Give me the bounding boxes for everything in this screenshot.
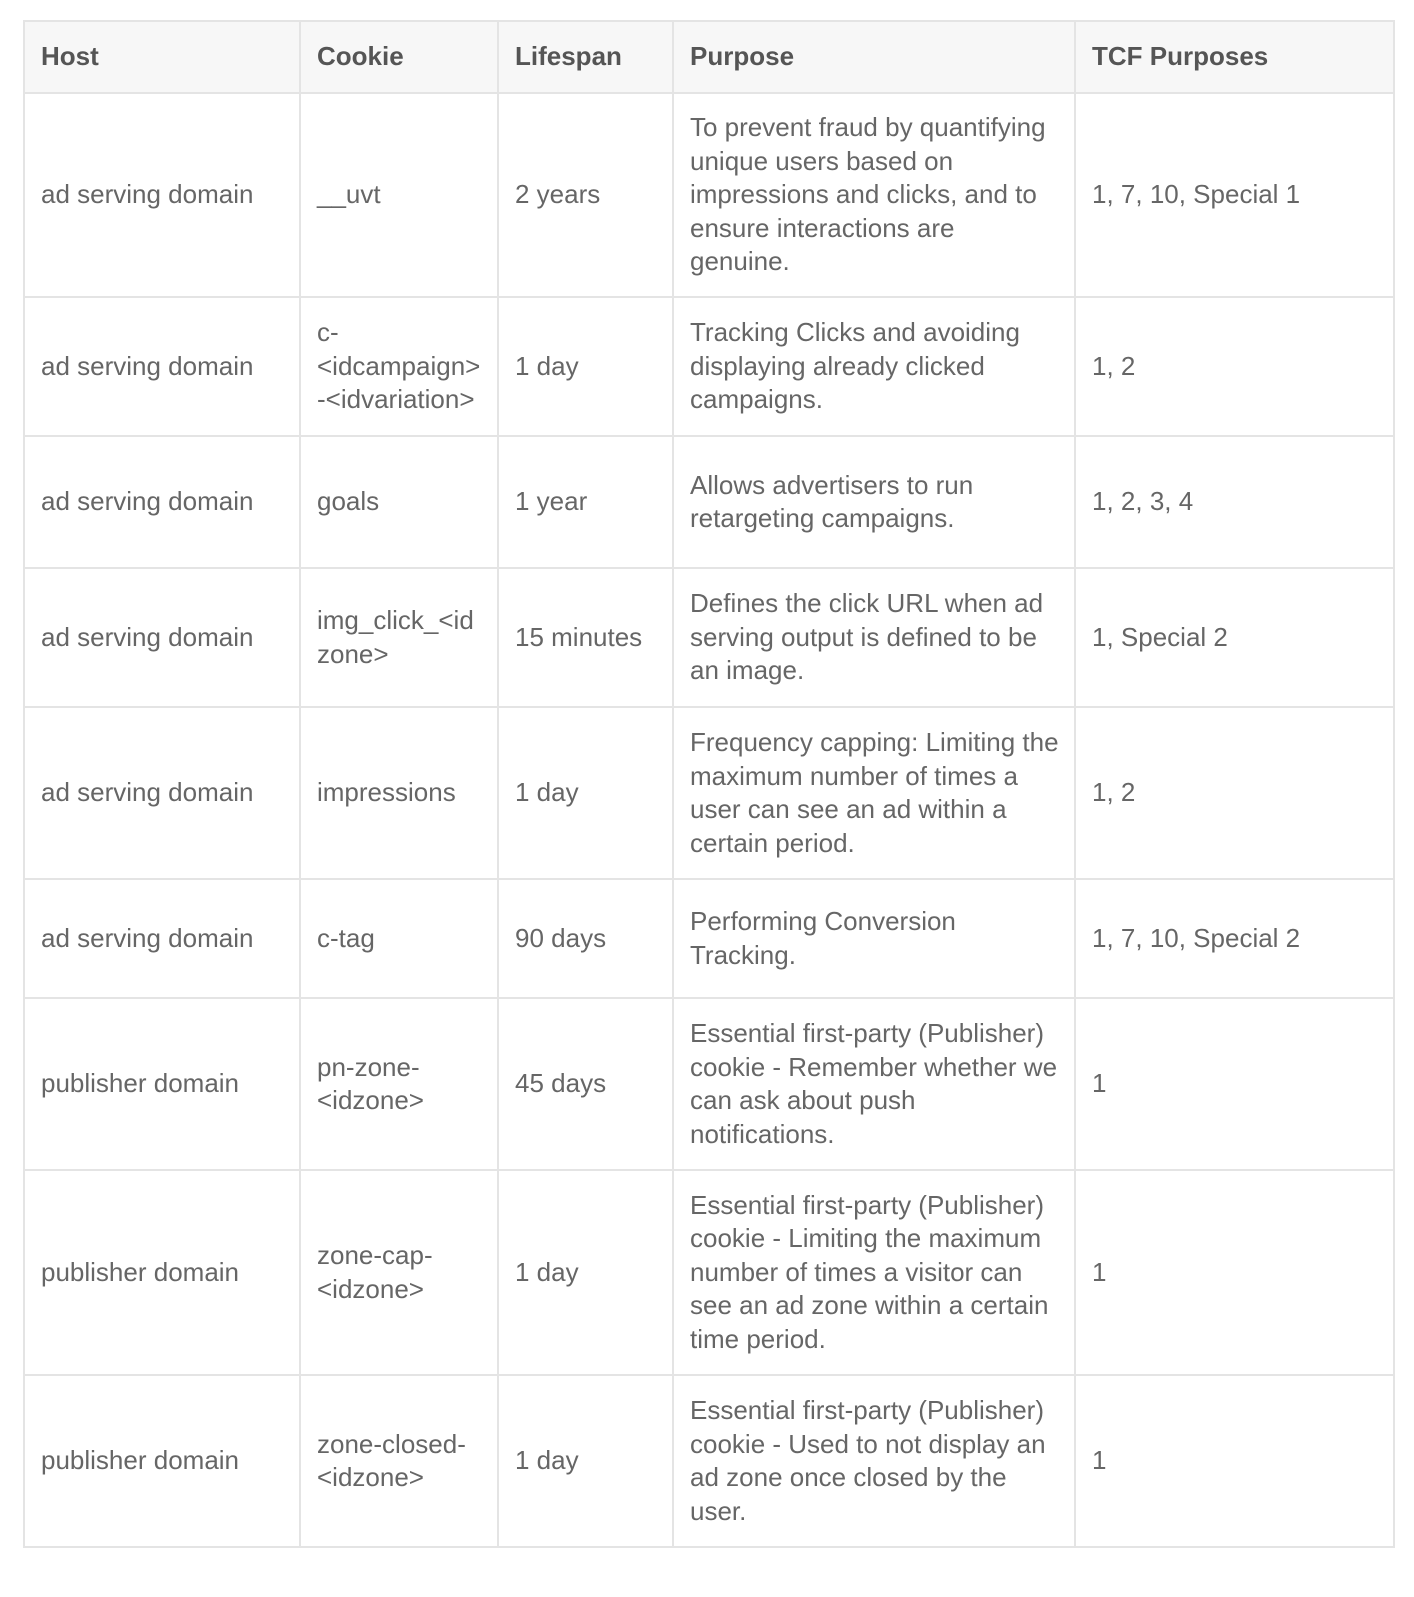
cell-lifespan: 1 year	[498, 436, 673, 568]
cell-tcf: 1, 7, 10, Special 2	[1075, 879, 1394, 998]
table-row	[24, 1375, 1394, 1547]
cell-host: ad serving domain	[24, 879, 300, 998]
cell-cookie: img_click_<idzone>	[300, 568, 498, 707]
cell-purpose: Frequency capping: Limiting the maximum number of times a user can see an ad within a certain period.	[673, 707, 1075, 879]
header-lifespan: Lifespan	[498, 21, 673, 93]
table-row	[24, 998, 1394, 1170]
cell-host: ad serving domain	[24, 707, 300, 879]
cell-lifespan: 1 day	[498, 1170, 673, 1375]
table-row	[24, 707, 1394, 879]
cell-purpose: Tracking Clicks and avoiding displaying already clicked campaigns.	[673, 297, 1075, 436]
header-cookie: Cookie	[300, 21, 498, 93]
cookie-table	[23, 20, 1395, 1548]
cell-lifespan: 45 days	[498, 998, 673, 1170]
cell-purpose: Essential first-party (Publisher) cookie - Limiting the maximum number of times a visitor can see an ad zone within a certain time period.	[673, 1170, 1075, 1375]
table-row	[24, 93, 1394, 297]
cell-host: ad serving domain	[24, 297, 300, 436]
cell-lifespan: 1 day	[498, 297, 673, 436]
cell-purpose: Defines the click URL when ad serving output is defined to be an image.	[673, 568, 1075, 707]
cell-purpose: Allows advertisers to run retargeting campaigns.	[673, 436, 1075, 568]
cell-purpose: Essential first-party (Publisher) cookie - Remember whether we can ask about push notifications.	[673, 998, 1075, 1170]
cell-tcf: 1, 2, 3, 4	[1075, 436, 1394, 568]
cell-lifespan: 90 days	[498, 879, 673, 998]
cell-lifespan: 1 day	[498, 1375, 673, 1547]
cell-host: publisher domain	[24, 1170, 300, 1375]
cell-host: ad serving domain	[24, 568, 300, 707]
cell-purpose: Essential first-party (Publisher) cookie - Used to not display an ad zone once closed by the user.	[673, 1375, 1075, 1547]
header-tcf-purposes: TCF Purposes	[1075, 21, 1394, 93]
cookie-table-container	[23, 20, 1393, 1548]
header-host: Host	[24, 21, 300, 93]
cell-purpose: To prevent fraud by quantifying unique users based on impressions and clicks, and to ensure interactions are genuine.	[673, 93, 1075, 297]
cell-tcf: 1	[1075, 1375, 1394, 1547]
cell-cookie: goals	[300, 436, 498, 568]
cell-cookie: c-<idcampaign>-<idvariation>	[300, 297, 498, 436]
cell-lifespan: 15 minutes	[498, 568, 673, 707]
cell-cookie: impressions	[300, 707, 498, 879]
header-purpose: Purpose	[673, 21, 1075, 93]
cell-purpose: Performing Conversion Tracking.	[673, 879, 1075, 998]
table-row	[24, 436, 1394, 568]
cell-host: ad serving domain	[24, 93, 300, 297]
table-row	[24, 879, 1394, 998]
cell-cookie: pn-zone-<idzone>	[300, 998, 498, 1170]
cell-tcf: 1, 2	[1075, 707, 1394, 879]
cell-lifespan: 1 day	[498, 707, 673, 879]
table-row	[24, 297, 1394, 436]
cell-host: ad serving domain	[24, 436, 300, 568]
cell-tcf: 1	[1075, 998, 1394, 1170]
cell-lifespan: 2 years	[498, 93, 673, 297]
cell-host: publisher domain	[24, 998, 300, 1170]
cell-cookie: __uvt	[300, 93, 498, 297]
cell-cookie: c-tag	[300, 879, 498, 998]
cell-tcf: 1, 2	[1075, 297, 1394, 436]
cell-tcf: 1, Special 2	[1075, 568, 1394, 707]
cell-tcf: 1	[1075, 1170, 1394, 1375]
table-row	[24, 568, 1394, 707]
table-header-row	[24, 21, 1394, 93]
table-row	[24, 1170, 1394, 1375]
cell-cookie: zone-closed-<idzone>	[300, 1375, 498, 1547]
cell-host: publisher domain	[24, 1375, 300, 1547]
cell-cookie: zone-cap-<idzone>	[300, 1170, 498, 1375]
cell-tcf: 1, 7, 10, Special 1	[1075, 93, 1394, 297]
